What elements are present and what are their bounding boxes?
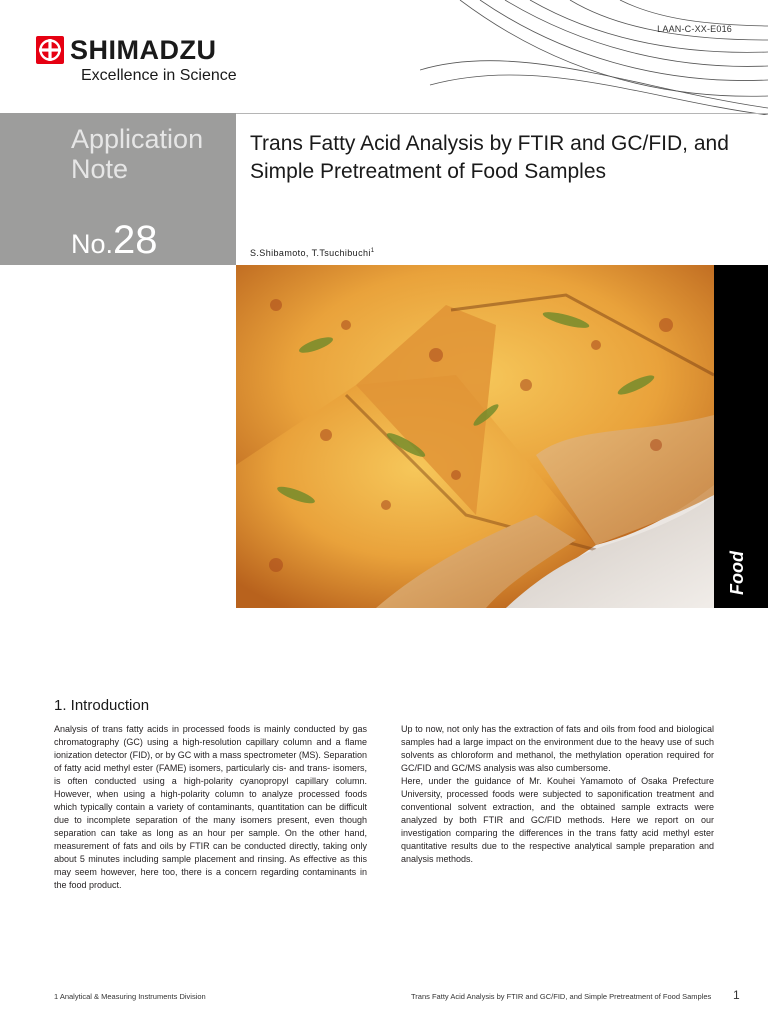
article-authors bbox=[250, 248, 375, 258]
author-names: S.Shibamoto, T.Tsuchibuchi bbox=[250, 248, 371, 258]
note-number-value: 28 bbox=[113, 218, 158, 262]
article-title: Trans Fatty Acid Analysis by FTIR and GC/FID, and Simple Pretreatment of Food Samples bbox=[250, 132, 729, 183]
intro-paragraph-2: Up to now, not only has the extraction of fats and oils from food and biological samples had a large impact on the environment due to the heavy use of such solvents as chloroform and methanol, the methylation operation required for GC/FID and GC/MS analysis was also cumbersome. bbox=[401, 724, 714, 773]
shimadzu-logo-icon bbox=[36, 36, 64, 64]
running-title: Trans Fatty Acid Analysis by FTIR and GC/FID, and Simple Pretreatment of Food Samples bbox=[411, 992, 712, 1001]
application-note-label: Application Note bbox=[71, 124, 204, 184]
note-number bbox=[71, 218, 158, 271]
title-divider bbox=[236, 113, 768, 114]
intro-paragraph-3: Here, under the guidance of Mr. Kouhei Yamamoto of Osaka Prefecture University, processed foods were subjected to saponification treatment and conventional solvent extraction, and the obtained sample extracts were analyzed by both FTIR and GC/FID methods. Here we report on our investigation comparing the differences in the trans fatty acid methyl ester quantitative results due to the respective analytical sample preparation and analysis methods. bbox=[401, 776, 714, 864]
pizza-photo bbox=[236, 265, 714, 608]
category-label: Food bbox=[727, 551, 747, 595]
body-column-left bbox=[54, 723, 367, 892]
page-number: 1 bbox=[733, 988, 740, 1002]
header-curves-decoration bbox=[420, 0, 768, 115]
section-heading: 1. Introduction bbox=[54, 697, 150, 714]
intro-paragraph-1: Analysis of trans fatty acids in processed foods is mainly conducted by gas chromatography (GC) using a high-resolution capillary column and a flame ionization detector (FID), or by GC with a mass spectrometer (MS). Separation of fatty acid methyl ester (FAME) isomers, particularly cis- and trans- isomers, is often conducted using a high-polarity cyanopropyl capillary column. However, when using a high-polarity column to analyze processed foods which typically contain a variety of contaminants, quantitation can be difficult due to incomplete separation of the many isomers present, even though separation can take as long as an hour per sample. On the other hand, measurement of fats and oils by FTIR can be conducted directly, taking only about 5 minutes including sample placement and rinsing. As effective as this may seem however, here too, there is a concern regarding contaminants in the food product. bbox=[54, 724, 367, 890]
brand-name: SHIMADZU bbox=[70, 35, 217, 65]
document-code: LAAN-C-XX-E016 bbox=[657, 24, 732, 34]
footnote: 1 Analytical & Measuring Instruments Division bbox=[54, 992, 206, 1001]
note-number-prefix: No. bbox=[71, 229, 114, 259]
author-footnote-marker: 1 bbox=[370, 248, 375, 254]
brand-logo bbox=[36, 36, 217, 64]
brand-tagline: Excellence in Science bbox=[81, 67, 237, 84]
body-column-right bbox=[401, 723, 714, 866]
